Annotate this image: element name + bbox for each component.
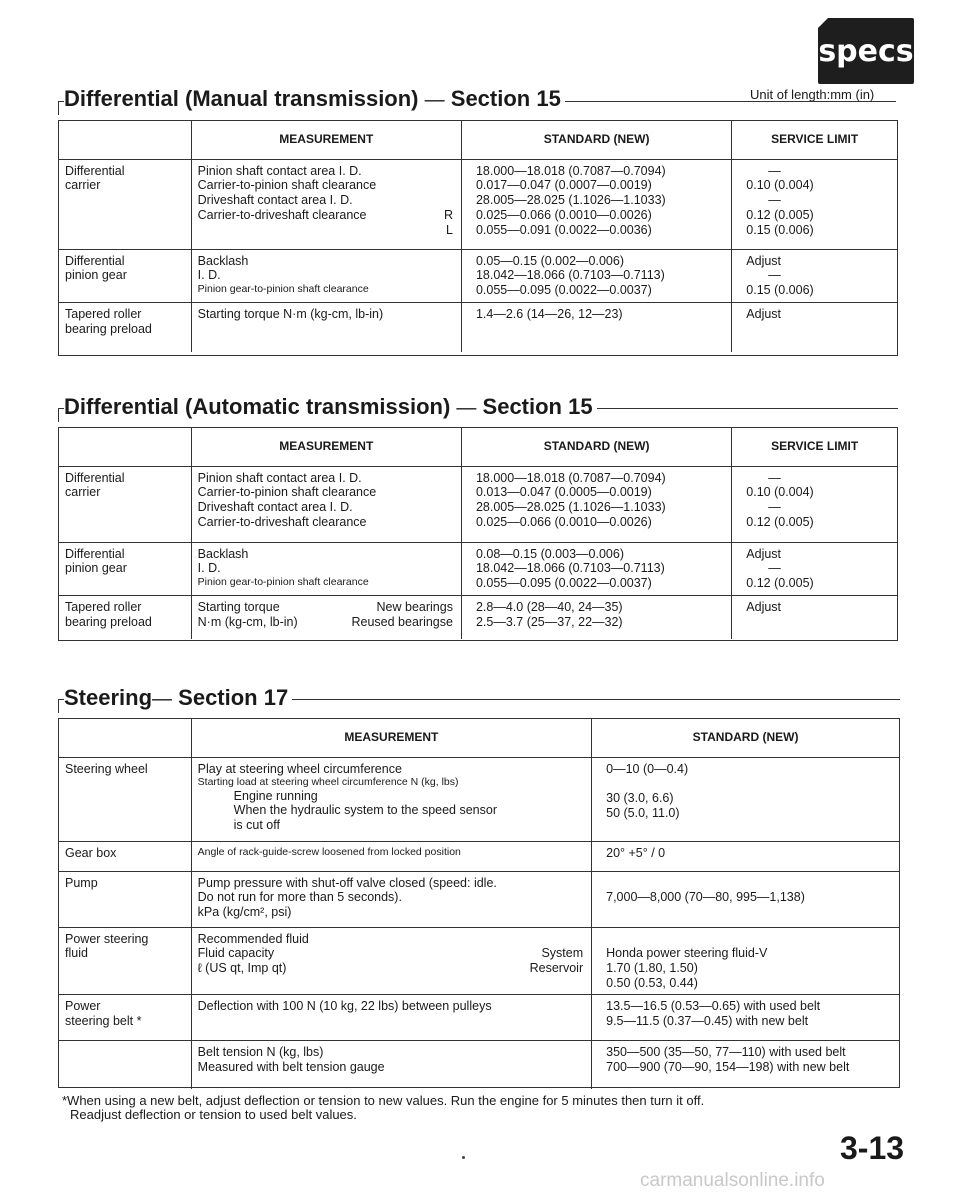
automatic-spec-table [59, 428, 897, 639]
section-title-automatic: Differential (Automatic transmission) — Section 15 [64, 394, 597, 420]
cell-line: Angle of rack-guide-screw loosened from locked position [197, 845, 461, 858]
cell-line: 0.15 (0.006) [746, 222, 814, 237]
measurement-line [198, 961, 585, 976]
measurement-qualifier: L [446, 222, 453, 237]
standard-cell [461, 466, 731, 542]
service-limit-cell [732, 595, 897, 639]
cell-line: Power [65, 999, 101, 1014]
steering-spec-table [59, 719, 899, 1089]
measurement-qualifier: R [443, 207, 453, 222]
cell-line: Pinion gear-to-pinion shaft clearance [197, 283, 369, 295]
cell-line: When the hydraulic system to the speed sensor [233, 803, 497, 818]
cell-line: 0.025—0.066 (0.0010—0.0026) [475, 514, 652, 529]
cell-line: Pinion gear-to-pinion shaft clearance [197, 576, 369, 588]
cell-line: Differential [65, 470, 125, 485]
standard-cell [461, 159, 731, 249]
cell-line: Pump pressure with shut-off valve closed (speed: idle. [197, 875, 497, 890]
measurement-line [198, 615, 455, 630]
cell-line: carrier [65, 485, 101, 500]
cell-line: Pump [65, 875, 98, 890]
footnote-line: *When using a new belt, adjust deflection or tension to new values. Run the engine for 5 minutes then turn it off. [62, 1093, 705, 1108]
footnote [62, 1094, 922, 1123]
cell-line: 1.4—2.6 (14—26, 12—23) [475, 306, 623, 321]
measurement-cell [191, 841, 591, 871]
cell-line: 28.005—28.025 (1.1026—1.1033) [475, 193, 666, 207]
service-limit-cell [732, 542, 897, 595]
section-title-steering: Steering— Section 17 [64, 685, 292, 711]
standard-cell [592, 927, 899, 995]
measurement-qualifier: New bearings [376, 599, 453, 614]
service-limit-cell [732, 466, 897, 542]
item-cell [59, 595, 191, 639]
standard-cell [592, 1041, 899, 1089]
cell-line: Driveshaft contact area I. D. [197, 500, 353, 514]
cell-line: 350—500 (35—50, 77—110) with used belt [606, 1045, 846, 1060]
measurement-cell [191, 995, 591, 1041]
cell-line: 0.025—0.066 (0.0010—0.0026) [475, 207, 652, 222]
cell-line: bearing preload [65, 321, 152, 336]
cell-line: Starting torque N·m (kg-cm, lb-in) [197, 306, 384, 321]
column-header: STANDARD (NEW) [461, 428, 731, 466]
item-cell [59, 249, 191, 302]
cell-line: 0—10 (0—0.4) [606, 761, 689, 776]
cell-line: Pinion shaft contact area I. D. [197, 470, 362, 485]
cell-line: steering belt * [65, 1014, 142, 1028]
header-row [59, 121, 897, 159]
cell-line: Carrier-to-pinion shaft clearance [197, 485, 377, 500]
standard-cell [592, 757, 899, 841]
standard-cell [461, 302, 731, 352]
measurement-qualifier: Reused bearingse [351, 614, 453, 629]
measurement-cell [191, 595, 461, 639]
table-row [59, 159, 897, 249]
measurement-text: Fluid capacity [197, 946, 275, 961]
service-limit-cell [732, 159, 897, 249]
cell-line: 20° +5° / 0 [606, 845, 666, 860]
cell-line: 0.08—0.15 (0.003—0.006) [475, 546, 624, 561]
table-row [59, 871, 899, 927]
measurement-cell [191, 542, 461, 595]
manual-differential-table [58, 120, 898, 356]
measurement-text: ℓ (US qt, Imp qt) [197, 961, 287, 975]
cell-line: I. D. [197, 268, 221, 283]
cell-line: 0.10 (0.004) [746, 485, 814, 500]
cell-line: 1.70 (1.80, 1.50) [606, 960, 698, 975]
cell-line: Adjust [746, 599, 782, 614]
measurement-line [198, 946, 585, 961]
table-row [59, 595, 897, 639]
cell-line: 18.042—18.066 (0.7103—0.7113) [475, 268, 665, 283]
cell-line [606, 776, 893, 791]
header-row [59, 428, 897, 466]
table-row [59, 249, 897, 302]
cell-line: Belt tension N (kg, lbs) [197, 1045, 324, 1060]
automatic-differential-table [58, 427, 898, 641]
measurement-line [198, 600, 455, 615]
cell-line: 700—900 (70—90, 154—198) with new belt [606, 1060, 850, 1074]
cell-line: 13.5—16.5 (0.53—0.65) with used belt [606, 999, 821, 1014]
cell-line: Carrier-to-pinion shaft clearance [197, 178, 377, 193]
cell-line: Tapered roller [65, 599, 142, 614]
cell-line: I. D. [197, 561, 221, 576]
cell-line: 0.017—0.047 (0.0007—0.0019) [475, 178, 652, 193]
service-limit-cell [732, 302, 897, 352]
cell-line: 0.055—0.095 (0.0022—0.0037) [475, 576, 652, 590]
cell-line: 0.055—0.091 (0.0022—0.0036) [475, 222, 652, 237]
header-item [59, 428, 191, 466]
footnote-line: Readjust deflection or tension to used belt values. [70, 1107, 357, 1123]
table-row [59, 302, 897, 352]
cell-line: Recommended fluid [197, 931, 309, 946]
cell-line: 28.005—28.025 (1.1026—1.1033) [475, 500, 666, 514]
cell-line: 0.12 (0.005) [746, 576, 814, 590]
cell-line: Differential [65, 253, 125, 268]
cell-line: Starting load at steering wheel circumference N (kg, lbs) [197, 776, 459, 789]
column-header: SERVICE LIMIT [732, 121, 897, 159]
measurement-cell [191, 249, 461, 302]
table-row [59, 995, 899, 1041]
cell-line: Gear box [65, 845, 117, 860]
cell-line: — [768, 470, 781, 485]
cell-line: 0.013—0.047 (0.0005—0.0019) [475, 485, 652, 500]
standard-cell [461, 595, 731, 639]
table-row [59, 466, 897, 542]
cell-line: 0.05—0.15 (0.002—0.006) [475, 253, 624, 268]
table-row [59, 542, 897, 595]
cell-line: Do not run for more than 5 seconds). [197, 890, 402, 905]
table-row [59, 841, 899, 871]
cell-line: carrier [65, 178, 101, 193]
measurement-cell [191, 302, 461, 352]
standard-cell [461, 249, 731, 302]
measurement-qualifier: Reservoir [529, 961, 584, 975]
table-row [59, 927, 899, 995]
item-cell [59, 757, 191, 841]
cell-line: 18.000—18.018 (0.7087—0.7094) [475, 470, 666, 485]
measurement-cell [191, 757, 591, 841]
cell-line: 0.12 (0.005) [746, 514, 814, 529]
page-number: 3-13 [840, 1130, 905, 1166]
standard-cell [461, 542, 731, 595]
cell-line: Adjust [746, 546, 782, 561]
standard-cell [592, 871, 899, 927]
item-cell [59, 466, 191, 542]
cell-line: — [768, 163, 781, 178]
measurement-qualifier: System [541, 946, 584, 961]
column-header: SERVICE LIMIT [732, 428, 897, 466]
cell-line: Driveshaft contact area I. D. [197, 193, 353, 207]
cell-line: 0.10 (0.004) [746, 178, 814, 193]
cell-line: 9.5—11.5 (0.37—0.45) with new belt [606, 1014, 809, 1028]
cell-line: Tapered roller [65, 306, 142, 321]
cell-line: Adjust [746, 253, 782, 268]
column-header: MEASUREMENT [191, 428, 461, 466]
item-cell [59, 995, 191, 1041]
watermark: carmanualsonline.info [640, 1170, 825, 1191]
cell-line: — [768, 268, 781, 283]
cell-line: Adjust [746, 306, 782, 321]
standard-cell [592, 995, 899, 1041]
column-header: STANDARD (NEW) [592, 719, 899, 757]
cell-line: 0.12 (0.005) [746, 207, 814, 222]
item-cell [59, 871, 191, 927]
cell-line: — [768, 500, 781, 514]
cell-line: pinion gear [65, 268, 127, 283]
measurement-line [198, 208, 455, 223]
measurement-cell [191, 1041, 591, 1089]
cell-line: Backlash [197, 546, 249, 561]
cell-line: Engine running [233, 788, 318, 803]
cell-line: 0.50 (0.53, 0.44) [606, 975, 698, 990]
section-title-manual: Differential (Manual transmission) — Section 15 [64, 86, 565, 112]
cell-line: Honda power steering fluid-V [606, 946, 768, 960]
stray-mark [462, 1156, 465, 1159]
cell-line: Deflection with 100 N (10 kg, 22 lbs) between pulleys [197, 999, 492, 1014]
measurement-line [198, 223, 455, 238]
column-header: MEASUREMENT [191, 719, 591, 757]
cell-line: 2.5—3.7 (25—37, 22—32) [475, 614, 623, 629]
header-row [59, 719, 899, 757]
cell-line: Power steering [65, 931, 149, 946]
cell-line: Backlash [197, 253, 249, 268]
measurement-text: Starting torque [197, 599, 280, 614]
header-item [59, 719, 191, 757]
table-row [59, 757, 899, 841]
cell-line: Differential [65, 546, 125, 561]
item-cell [59, 542, 191, 595]
cell-line: 18.000—18.018 (0.7087—0.7094) [475, 163, 666, 178]
cell-line: 30 (3.0, 6.6) [606, 790, 674, 805]
steering-table [58, 718, 900, 1088]
item-cell [59, 1041, 191, 1089]
cell-line: 0.055—0.095 (0.0022—0.0037) [475, 283, 652, 297]
measurement-text: N·m (kg-cm, lb-in) [197, 614, 298, 629]
specs-badge: specs [818, 18, 914, 84]
cell-line: fluid [65, 946, 88, 961]
measurement-cell [191, 927, 591, 995]
measurement-text: Carrier-to-driveshaft clearance [197, 207, 367, 222]
cell-line: 7,000—8,000 (70—80, 995—1,138) [606, 890, 805, 904]
cell-line: 2.8—4.0 (28—40, 24—35) [475, 599, 623, 614]
item-cell [59, 159, 191, 249]
cell-line: pinion gear [65, 561, 127, 576]
cell-line: Steering wheel [65, 761, 148, 776]
cell-line: bearing preload [65, 614, 152, 629]
measurement-cell [191, 159, 461, 249]
item-cell [59, 841, 191, 871]
cell-line: — [768, 193, 781, 207]
cell-line: Pinion shaft contact area I. D. [197, 163, 362, 178]
unit-of-length-note: Unit of length:mm (in) [750, 87, 875, 102]
table-row [59, 1041, 899, 1089]
cell-line: Play at steering wheel circumference [197, 761, 402, 776]
measurement-cell [191, 466, 461, 542]
cell-line: Differential [65, 163, 125, 178]
item-cell [59, 302, 191, 352]
cell-line: 18.042—18.066 (0.7103—0.7113) [475, 561, 665, 576]
item-cell [59, 927, 191, 995]
measurement-cell [191, 871, 591, 927]
column-header: MEASUREMENT [191, 121, 461, 159]
service-limit-cell [732, 249, 897, 302]
cell-line [606, 876, 893, 891]
cell-line: 50 (5.0, 11.0) [606, 805, 680, 820]
cell-line: Measured with belt tension gauge [197, 1060, 385, 1074]
manual-spec-table [59, 121, 897, 352]
cell-line: 0.15 (0.006) [746, 283, 814, 297]
cell-line: is cut off [233, 818, 280, 833]
cell-line: — [768, 561, 781, 576]
standard-cell [592, 841, 899, 871]
header-item [59, 121, 191, 159]
cell-line [606, 932, 893, 947]
cell-line: Carrier-to-driveshaft clearance [197, 514, 367, 529]
column-header: STANDARD (NEW) [461, 121, 731, 159]
cell-line: kPa (kg/cm², psi) [197, 905, 292, 919]
